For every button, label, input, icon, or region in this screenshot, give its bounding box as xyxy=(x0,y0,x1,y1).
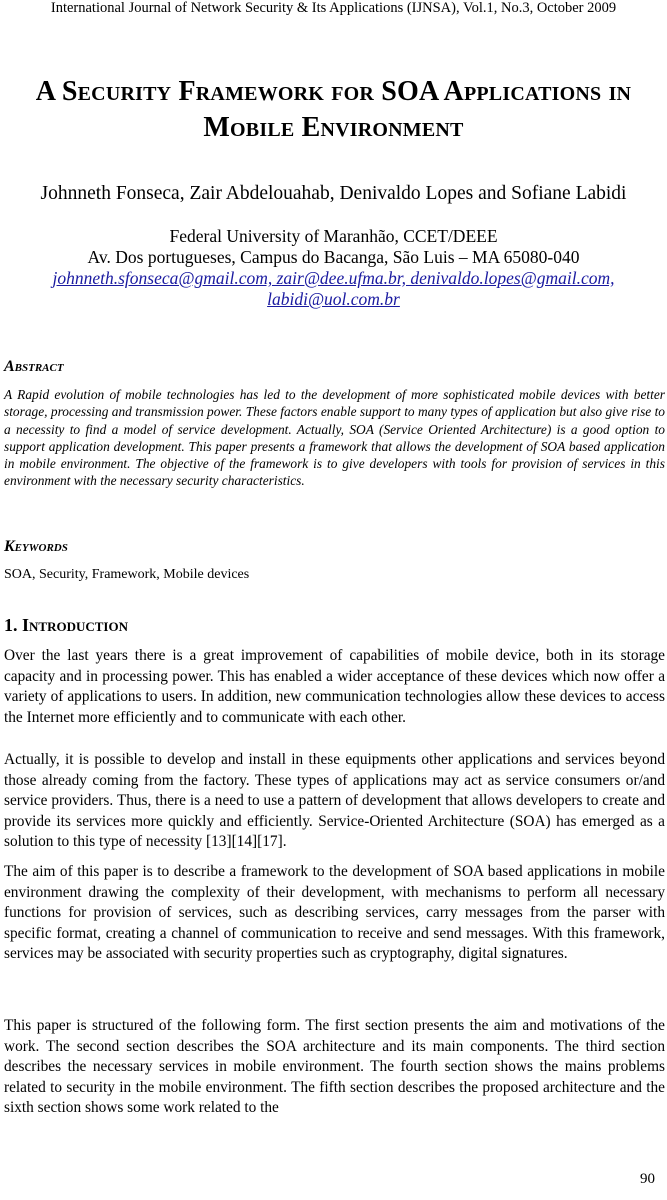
email-link-line-2[interactable]: labidi@uol.com.br xyxy=(267,289,400,309)
keywords-text: SOA, Security, Framework, Mobile devices xyxy=(4,567,250,582)
title-line-2: Mobile Environment xyxy=(203,112,464,143)
title-line-1: A Security Framework for SOA Applications in xyxy=(35,76,632,107)
abstract-text: A Rapid evolution of mobile technologies has led to the development of more sophisticated mobile devices with better storage, processing and transmission power. These factors enable support to many types of application but also give rise to a necessity to find a model of service development. Actually, SOA (Service Oriented Architecture) is a good option to support application development. This paper presents a framework that allows the development of SOA based application in mobile environment. The objective of the framework is to give developers with tools for provision of services in this environment with the necessary security characteristics. xyxy=(4,387,665,489)
page-number: 90 xyxy=(640,1171,655,1187)
intro-paragraph-2: Actually, it is possible to develop and install in these equipments other applications and services beyond those already coming from the factory. These types of applications may act as service consumers or/and service providers. Thus, there is a need to use a pattern of development that allows developers to create and provide its services more quickly and efficiently. Service-Oriented Architecture (SOA) has emerged as a solution to this type of necessity [13][14][17]. xyxy=(4,751,665,850)
abstract-heading: Abstract xyxy=(4,358,64,375)
journal-header: International Journal of Network Security & Its Applications (IJNSA), Vol.1, No.3, October 2009 xyxy=(50,0,617,16)
address: Av. Dos portugueses, Campus do Bacanga, São Luis – MA 65080-040 xyxy=(87,247,580,267)
affiliation-block xyxy=(0,226,667,310)
paper-title xyxy=(10,74,657,146)
intro-paragraph-4: This paper is structured of the following form. The first section presents the aim and motivations of the work. The second section describes the SOA architecture and its main components. The third section describes the necessary services in mobile environment. The fourth section shows the mains problems related to security in the mobile environment. The fifth section describes the proposed architecture and the sixth section shows some work related to the xyxy=(4,1017,665,1116)
email-links-line-1[interactable]: johnneth.sfonseca@gmail.com, zair@dee.ufma.br, denivaldo.lopes@gmail.com, xyxy=(52,268,615,288)
author-list: Johnneth Fonseca, Zair Abdelouahab, Denivaldo Lopes and Sofiane Labidi xyxy=(40,183,627,204)
intro-paragraph-3: The aim of this paper is to describe a framework to the development of SOA based applications in mobile environment drawing the complexity of their development, with mechanisms to perform all necessary functions for provision of services, such as describing services, carry messages from the parser with specific format, creating a channel of communication to receive and send messages. With this framework, services may be associated with security properties such as cryptography, digital signatures. xyxy=(4,863,665,962)
introduction-heading: 1. Introduction xyxy=(4,615,128,635)
institution: Federal University of Maranhão, CCET/DEEE xyxy=(169,226,498,246)
keywords-heading: Keywords xyxy=(4,538,68,555)
intro-paragraph-1: Over the last years there is a great improvement of capabilities of mobile device, both in its storage capacity and in processing power. This has enabled a wider acceptance of these devices which now offer a variety of applications to users. In addition, new communication technologies allow these devices to access the Internet more efficiently and to communicate with each other. xyxy=(4,647,665,726)
